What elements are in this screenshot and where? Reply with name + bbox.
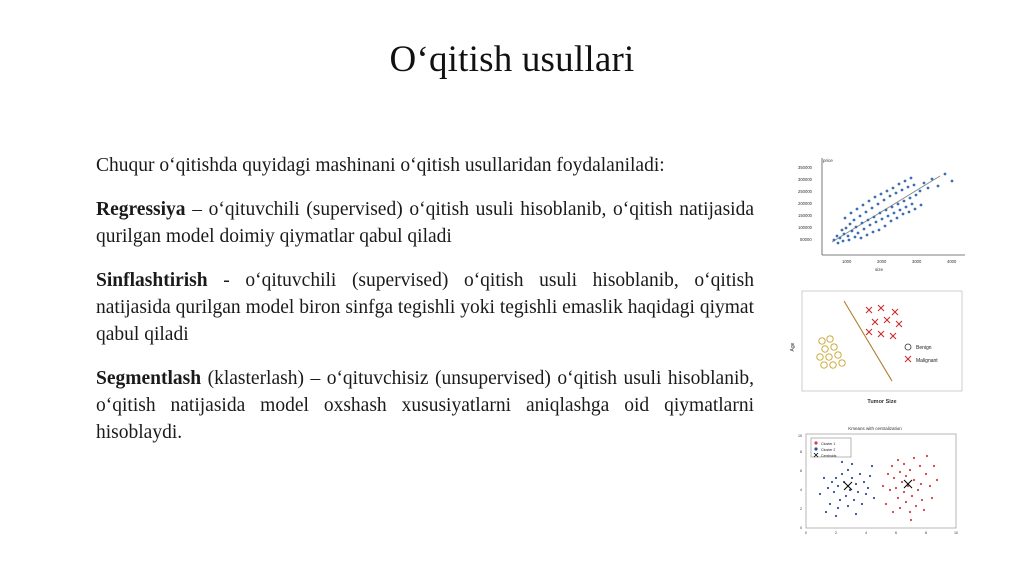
svg-text:50000: 50000 bbox=[800, 237, 812, 242]
term-segmentlash: Segmentlash bbox=[96, 368, 202, 389]
svg-text:2: 2 bbox=[835, 531, 837, 535]
svg-text:10: 10 bbox=[798, 434, 802, 438]
svg-text:Age: Age bbox=[790, 342, 796, 352]
svg-text:4: 4 bbox=[800, 488, 802, 492]
svg-text:Kmeans with centralization: Kmeans with centralization bbox=[848, 426, 902, 431]
svg-text:Cluster 1: Cluster 1 bbox=[821, 442, 836, 446]
paragraph-segmentlash-text: (klasterlash) – o‘qituvchisiz (unsupervised) o‘qitish usuli hisoblanib, o‘qitish natijasida model oxshash xususiyatlarni aniqlashga oid qiymatlarni hisoblaydi. bbox=[96, 368, 754, 443]
page-title: O‘qitish usullari bbox=[389, 39, 635, 80]
svg-text:8: 8 bbox=[925, 531, 927, 535]
slide-body-text bbox=[96, 152, 754, 446]
paragraph-intro bbox=[96, 152, 754, 179]
svg-text:0: 0 bbox=[805, 531, 807, 535]
svg-text:300000: 300000 bbox=[798, 177, 812, 182]
svg-text:8: 8 bbox=[800, 450, 802, 454]
svg-text:Malignant: Malignant bbox=[916, 358, 938, 364]
svg-text:350000: 350000 bbox=[798, 165, 812, 170]
paragraph-regressiya bbox=[96, 196, 754, 250]
paragraph-regressiya-text: – o‘qituvchili (supervised) o‘qitish usuli hisoblanib, o‘qitish natijasida qurilgan model doimiy qiymatlar qabul qiladi bbox=[96, 199, 754, 247]
paragraph-segmentlash bbox=[96, 365, 754, 446]
svg-text:200000: 200000 bbox=[798, 201, 812, 206]
svg-text:Cluster 2: Cluster 2 bbox=[821, 448, 836, 452]
svg-text:size: size bbox=[875, 267, 884, 272]
classification-scatter-chart bbox=[780, 285, 980, 410]
term-regressiya: Regressiya bbox=[96, 199, 186, 220]
svg-text:150000: 150000 bbox=[798, 213, 812, 218]
figures-column bbox=[780, 150, 980, 555]
paragraph-sinflashtirish-text: - o‘qituvchili (supervised) o‘qitish usuli hisoblanib, o‘qitish natijasida qurilgan model biron sinfga tegishli yoki tegishli emaslik haqidagi qiymat qabul qiladi bbox=[96, 270, 754, 345]
svg-text:1000: 1000 bbox=[842, 259, 852, 264]
svg-text:4: 4 bbox=[865, 531, 867, 535]
regression-scatter-chart bbox=[780, 150, 980, 275]
svg-text:10: 10 bbox=[954, 531, 958, 535]
clustering-scatter-chart bbox=[780, 420, 980, 545]
svg-text:4000: 4000 bbox=[947, 259, 957, 264]
paragraph-intro-text: Chuqur o‘qitishda quyidagi mashinani o‘qitish usullaridan foydalaniladi: bbox=[96, 155, 665, 176]
svg-text:0: 0 bbox=[800, 526, 802, 530]
svg-text:Tumor Size: Tumor Size bbox=[867, 399, 897, 405]
svg-text:2: 2 bbox=[800, 507, 802, 511]
svg-text:Centroids: Centroids bbox=[821, 454, 837, 458]
svg-text:Benign: Benign bbox=[916, 345, 932, 351]
svg-text:250000: 250000 bbox=[798, 189, 812, 194]
svg-text:6: 6 bbox=[800, 469, 802, 473]
svg-text:3000: 3000 bbox=[912, 259, 922, 264]
svg-text:6: 6 bbox=[895, 531, 897, 535]
paragraph-sinflashtirish bbox=[96, 267, 754, 348]
svg-text:2000: 2000 bbox=[877, 259, 887, 264]
svg-text:100000: 100000 bbox=[798, 225, 812, 230]
svg-text:price: price bbox=[823, 158, 833, 163]
term-sinflashtirish: Sinflashtirish bbox=[96, 270, 208, 291]
